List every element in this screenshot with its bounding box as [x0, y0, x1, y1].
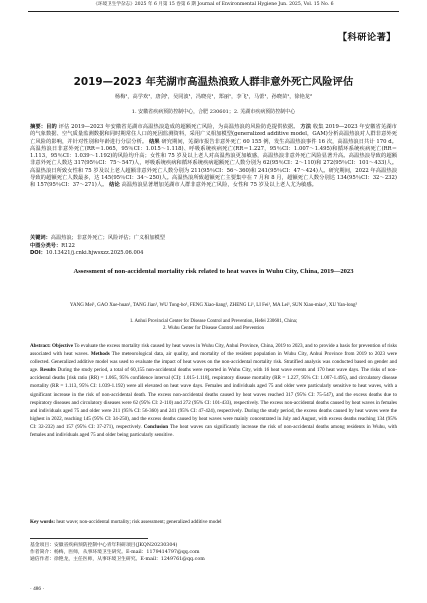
objective-label: 目的 [46, 124, 57, 130]
keywords-label: 关键词： [30, 235, 51, 241]
conclusion-text: 高温热浪显著增加芜湖市人群非意外死亡风险，女性和 75 岁及以上老人尤为敏感。 [121, 182, 317, 188]
article-title: 2019—2023 年芜湖市高温热浪致人群非意外死亡风险评估 [73, 76, 354, 88]
english-title: Assessment of non-accidental mortality risk related to heat waves in Wuhu City, China, 2019—2023 [73, 268, 354, 275]
doi-line [30, 250, 397, 258]
objective-text: 评估 2019—2023 年安徽省芜湖市高温热浪造成的超额死亡风险，为高温热浪的风险防范提供依据。 [58, 124, 299, 130]
english-authors: YANG Mei¹, GAO Xue-huan¹, TANG Jian¹, WU Tong-bo¹, FENG Xiao-liang¹, ZHENG Li¹, LI Fei¹, MA Lei¹, SUN Xiao-miao¹, XU Yan-long² [69, 303, 358, 308]
footnotes [30, 542, 397, 563]
running-header [0, 0, 427, 17]
english-methods-text: The meteorological data, air quality, and mortality of the resident population in Wuhu City, Anhui Province from 2019 to 2023 were collected. Generalized additive model was used to evaluate the impact of heat waves on the non-accidental mortality risk. Stratified analysis was conducted based on gender and age. [30, 351, 398, 374]
page-number: · 486 · [30, 586, 45, 592]
first-author-note: 作者简介：杨梅，医师，从事环境卫生研究。E-mail：1179414797@qq.com [30, 550, 200, 555]
english-affiliations [30, 318, 397, 332]
journal-info: 《环境卫生学杂志》2025 年 6 月第 15 卷第 6 期 Journal of Environmental Hygiene Jun. 2025, Vol. 15 No. 6 [93, 2, 334, 7]
english-results-text: During the study period, a total of 60,155 non-accidental deaths were reported in Wuhu City, with 16 heat wave events and 170 heat wave days. The risks of non-accidental deaths [risk ratio (RR) = 1.065, 95% confidence interval (CI): 1.015-1.118], respiratory disease mortality (RR = 1.227, 95% CI: 1.007-1.495), and circulatory disease mortality (RR = 1.113, 95% CI: 1.039-1.192) were all elevated on heat wave days. Females and individuals aged 75 and older were particularly sensitive to heat waves, with a significant increase in the risk of non-accidental death. The excess non-accidental deaths caused by heat waves reached 317 (95% CI: 75-547), and the excess deaths due to respiratory diseases and circulatory diseases were 62 (95% CI: 2-110) and 272 (95% CI: 101-433), respectively. The excess non-accidental deaths caused by heat waves in females and individuals aged 75 and older were 211 (95% CI: 56-360) and 241 (95% CI: 47-424), respectively. During the study period, the excess deaths caused by heat waves were the highest in 2022, reaching 145 (95% CI: 34-250), and the excess deaths caused by heat waves were mainly concentrated in July and August, with excess deaths reaching 134 (95% CI: 32-232) and 157 (95% CI: 37-271), respectively. [30, 367, 398, 430]
english-abstract [30, 342, 397, 439]
header-rule [28, 11, 399, 12]
english-affiliation-2: 2. Wuhu Center for Disease Control and Prevention [162, 326, 265, 331]
results-label: 结果 [148, 138, 160, 145]
author-list: 杨梅¹，高学欢¹，唐剑¹，吴同波¹，冯晓亮¹，郑丽¹，李飞¹，马蕾¹，孙晓苗¹，徐艳龙² [114, 94, 313, 100]
english-keywords-label: Key words: [30, 519, 56, 525]
clc-line [30, 243, 397, 251]
column-tag: 【科研论著】 [337, 32, 396, 43]
methods-text: 收集 2019—2023 年安徽省芜湖市的气象数据、空气质量监测数据和同时期常住人口的死因监测资料，采用广义相加模型(generalized additive model，GAM)分析高温热浪对人群非意外死亡风险的影响，并针对性别和年龄进行分层分析。 [30, 124, 397, 145]
english-conclusion-text: The heat waves can significantly increase the risk of non-accidental deaths among residents in Wuhu, with females and individuals aged 75 and older being particularly sensitive. [30, 423, 397, 439]
english-affiliation-1: 1. Anhui Provincial Center for Disease Control and Prevention, Hefei 230601, China; [129, 319, 298, 324]
clc-label: 中图分类号： [30, 242, 62, 249]
article-metadata [30, 235, 397, 258]
abstract-label: 摘要： [30, 124, 47, 130]
english-results-label: Results [40, 367, 56, 374]
affiliations: 1. 安徽省疾病预防控制中心，合肥 230601；2. 芜湖市疾病预防控制中心 [131, 109, 296, 115]
chinese-abstract [30, 124, 397, 189]
english-abstract-label: Abstract: [30, 343, 51, 349]
english-objective-label: Objective [52, 343, 73, 349]
doi-label: DOI： [30, 250, 46, 256]
results-text: 研究期间，芜湖市报告非意外死亡 60 155 例，发生高温热浪事件 16 次，高温热浪日共计 170 d。高温热浪日非意外死亡(RR＝1.065，95％CI：1.015～1.118)、呼吸系统疾病死亡(RR＝1.227，95％CI：1.007～1.495)和循环系统疾病死亡(RR＝1.113，95％CI：1.039～1.192)的风险均升高；女性和 75 岁及以上老人对高温热浪更加敏感，高温热浪非意外死亡风险显著升高。高温热浪导致的超额非意外死亡人数达 317(95％CI：75～547)人，呼吸系统疾病和循环系统疾病超额死亡人数分别为 62(95％CI：2～110)和 272(95％CI：101～433)人。高温热浪日所致女性和 75 岁及以上老人超额非意外死亡人数分别为 211(95％CI：56～360)和 241(95％CI：47～424)人。研究期间，2022 年高温热浪导致的超额死亡人数最多，达 145(95％CI：34～250)人。高温热浪所致超额死亡主要集中在 7 月和 8 月，超额死亡人数分别达 134(95％CI：32～232)和 157(95％CI：37～271)人。 [30, 138, 397, 188]
english-keywords-text: heat wave; non-accidental mortality; risk assessment; generalized additive model [56, 519, 222, 525]
keywords-text: 高温热浪；非意外死亡；风险评估；广义相加模型 [50, 235, 165, 241]
clc-code: R122 [61, 242, 75, 249]
corresponding-author-note: 通信作者：徐艳龙，主任医师，从事环境卫生研究。E-mail：1249761@qq.com [30, 557, 205, 562]
footnote-divider [30, 538, 148, 539]
conclusion-label: 结论 [109, 182, 120, 188]
english-keywords [30, 519, 397, 526]
fund-note: 基金项目：安徽省疾病预防控制中心青年科研项目(JKQN20230304) [30, 543, 178, 548]
english-objective-text: To evaluate the excess mortality risk caused by heat waves in Wuhu City, Anhui Province, China, 2019 to 2023, and to provide a basis for prevention of risks associated with heat waves. [30, 343, 398, 358]
doi-link[interactable]: 10.13421/j.cnki.hjwsxzz.2025.06.004 [45, 250, 144, 256]
english-methods-label: Methods [90, 351, 110, 358]
english-conclusion-label: Conclusion [143, 423, 169, 430]
keywords-line [30, 235, 397, 243]
methods-label: 方法 [300, 124, 312, 130]
